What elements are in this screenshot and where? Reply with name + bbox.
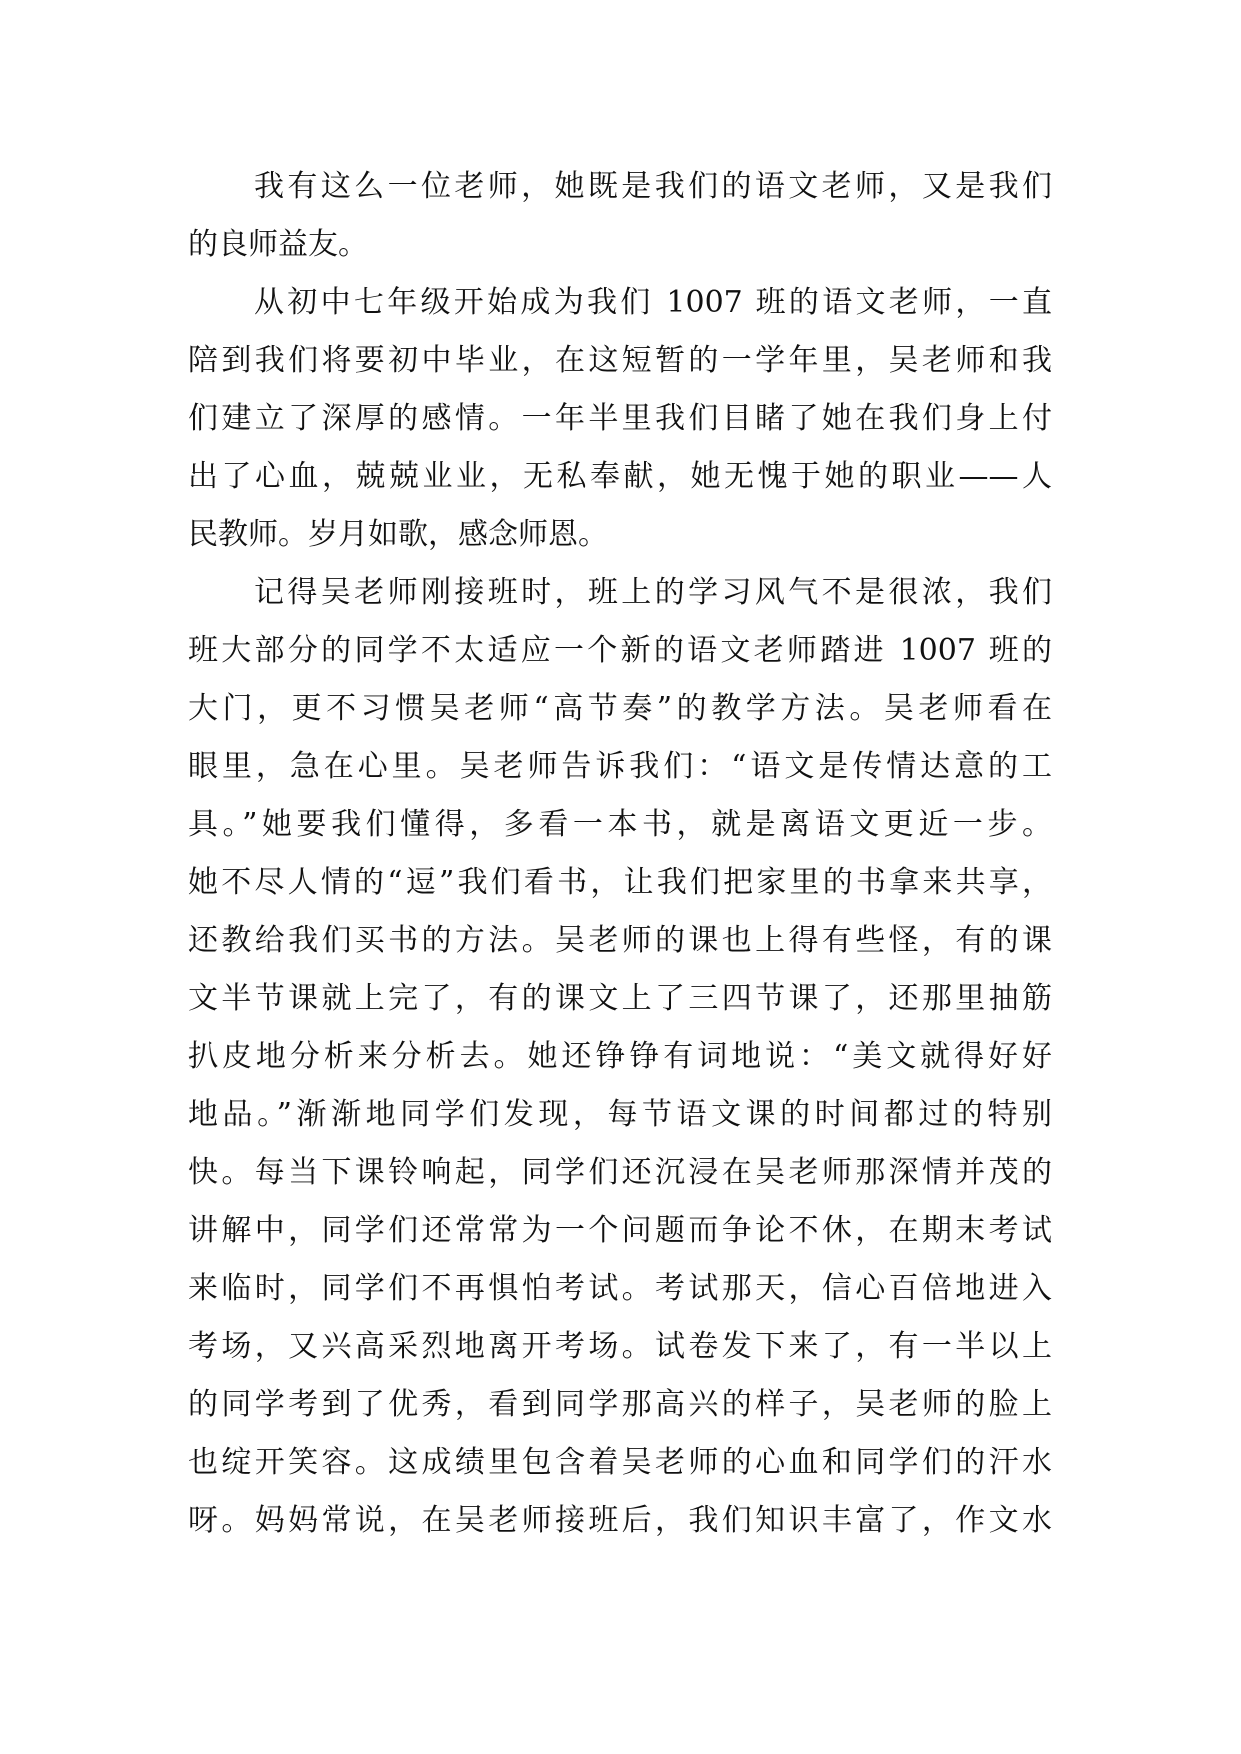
text-line: 文半节课就上完了，有的课文上了三四节课了，还那里抽筋 <box>188 981 1052 1016</box>
paragraph-1 <box>188 158 1052 274</box>
text-line: 我有这么一位老师，她既是我们的语文老师，又是我们 <box>254 169 1052 204</box>
text-line: 陪到我们将要初中毕业，在这短暂的一学年里，吴老师和我 <box>188 343 1052 378</box>
text-line: 的良师益友。 <box>188 227 368 262</box>
text-line: 们建立了深厚的感情。一年半里我们目睹了她在我们身上付 <box>188 401 1052 436</box>
text-line: 也绽开笑容。这成绩里包含着吴老师的心血和同学们的汗水 <box>188 1445 1052 1480</box>
text-line: 考场，又兴高采烈地离开考场。试卷发下来了，有一半以上 <box>188 1329 1052 1364</box>
text-line: 她不尽人情的“逗”我们看书，让我们把家里的书拿来共享， <box>188 865 1052 900</box>
text-line: 从初中七年级开始成为我们 1007 班的语文老师，一直 <box>254 285 1052 320</box>
text-line: 来临时，同学们不再惧怕考试。考试那天，信心百倍地进入 <box>188 1271 1052 1306</box>
text-line <box>188 1550 1052 1608</box>
text-line: 讲解中，同学们还常常为一个问题而争论不休，在期末考试 <box>188 1213 1052 1248</box>
text-line: 呀。妈妈常说，在吴老师接班后，我们知识丰富了，作文水 <box>188 1503 1052 1538</box>
paragraph-3 <box>188 564 1052 1608</box>
text-line: 还教给我们买书的方法。吴老师的课也上得有些怪，有的课 <box>188 923 1052 958</box>
text-line: 出了心血，兢兢业业，无私奉献，她无愧于她的职业——人 <box>188 459 1052 494</box>
text-line: 具。”她要我们懂得，多看一本书，就是离语文更近一步。 <box>188 807 1052 842</box>
text-line: 民教师。岁月如歌，感念师恩。 <box>188 517 608 552</box>
text-line: 眼里，急在心里。吴老师告诉我们：“语文是传情达意的工 <box>188 749 1052 784</box>
text-line: 快。每当下课铃响起，同学们还沉浸在吴老师那深情并茂的 <box>188 1155 1052 1190</box>
text-line: 大门，更不习惯吴老师“高节奏”的教学方法。吴老师看在 <box>188 691 1052 726</box>
paragraph-2 <box>188 274 1052 564</box>
text-line: 扒皮地分析来分析去。她还铮铮有词地说：“美文就得好好 <box>188 1039 1052 1074</box>
text-line: 地品。”渐渐地同学们发现，每节语文课的时间都过的特别 <box>188 1097 1052 1132</box>
text-line: 的同学考到了优秀，看到同学那高兴的样子，吴老师的脸上 <box>188 1387 1052 1422</box>
body-text <box>188 158 1052 1608</box>
text-line: 班大部分的同学不太适应一个新的语文老师踏进 1007 班的 <box>188 633 1052 668</box>
text-line: 记得吴老师刚接班时，班上的学习风气不是很浓，我们 <box>254 575 1052 610</box>
